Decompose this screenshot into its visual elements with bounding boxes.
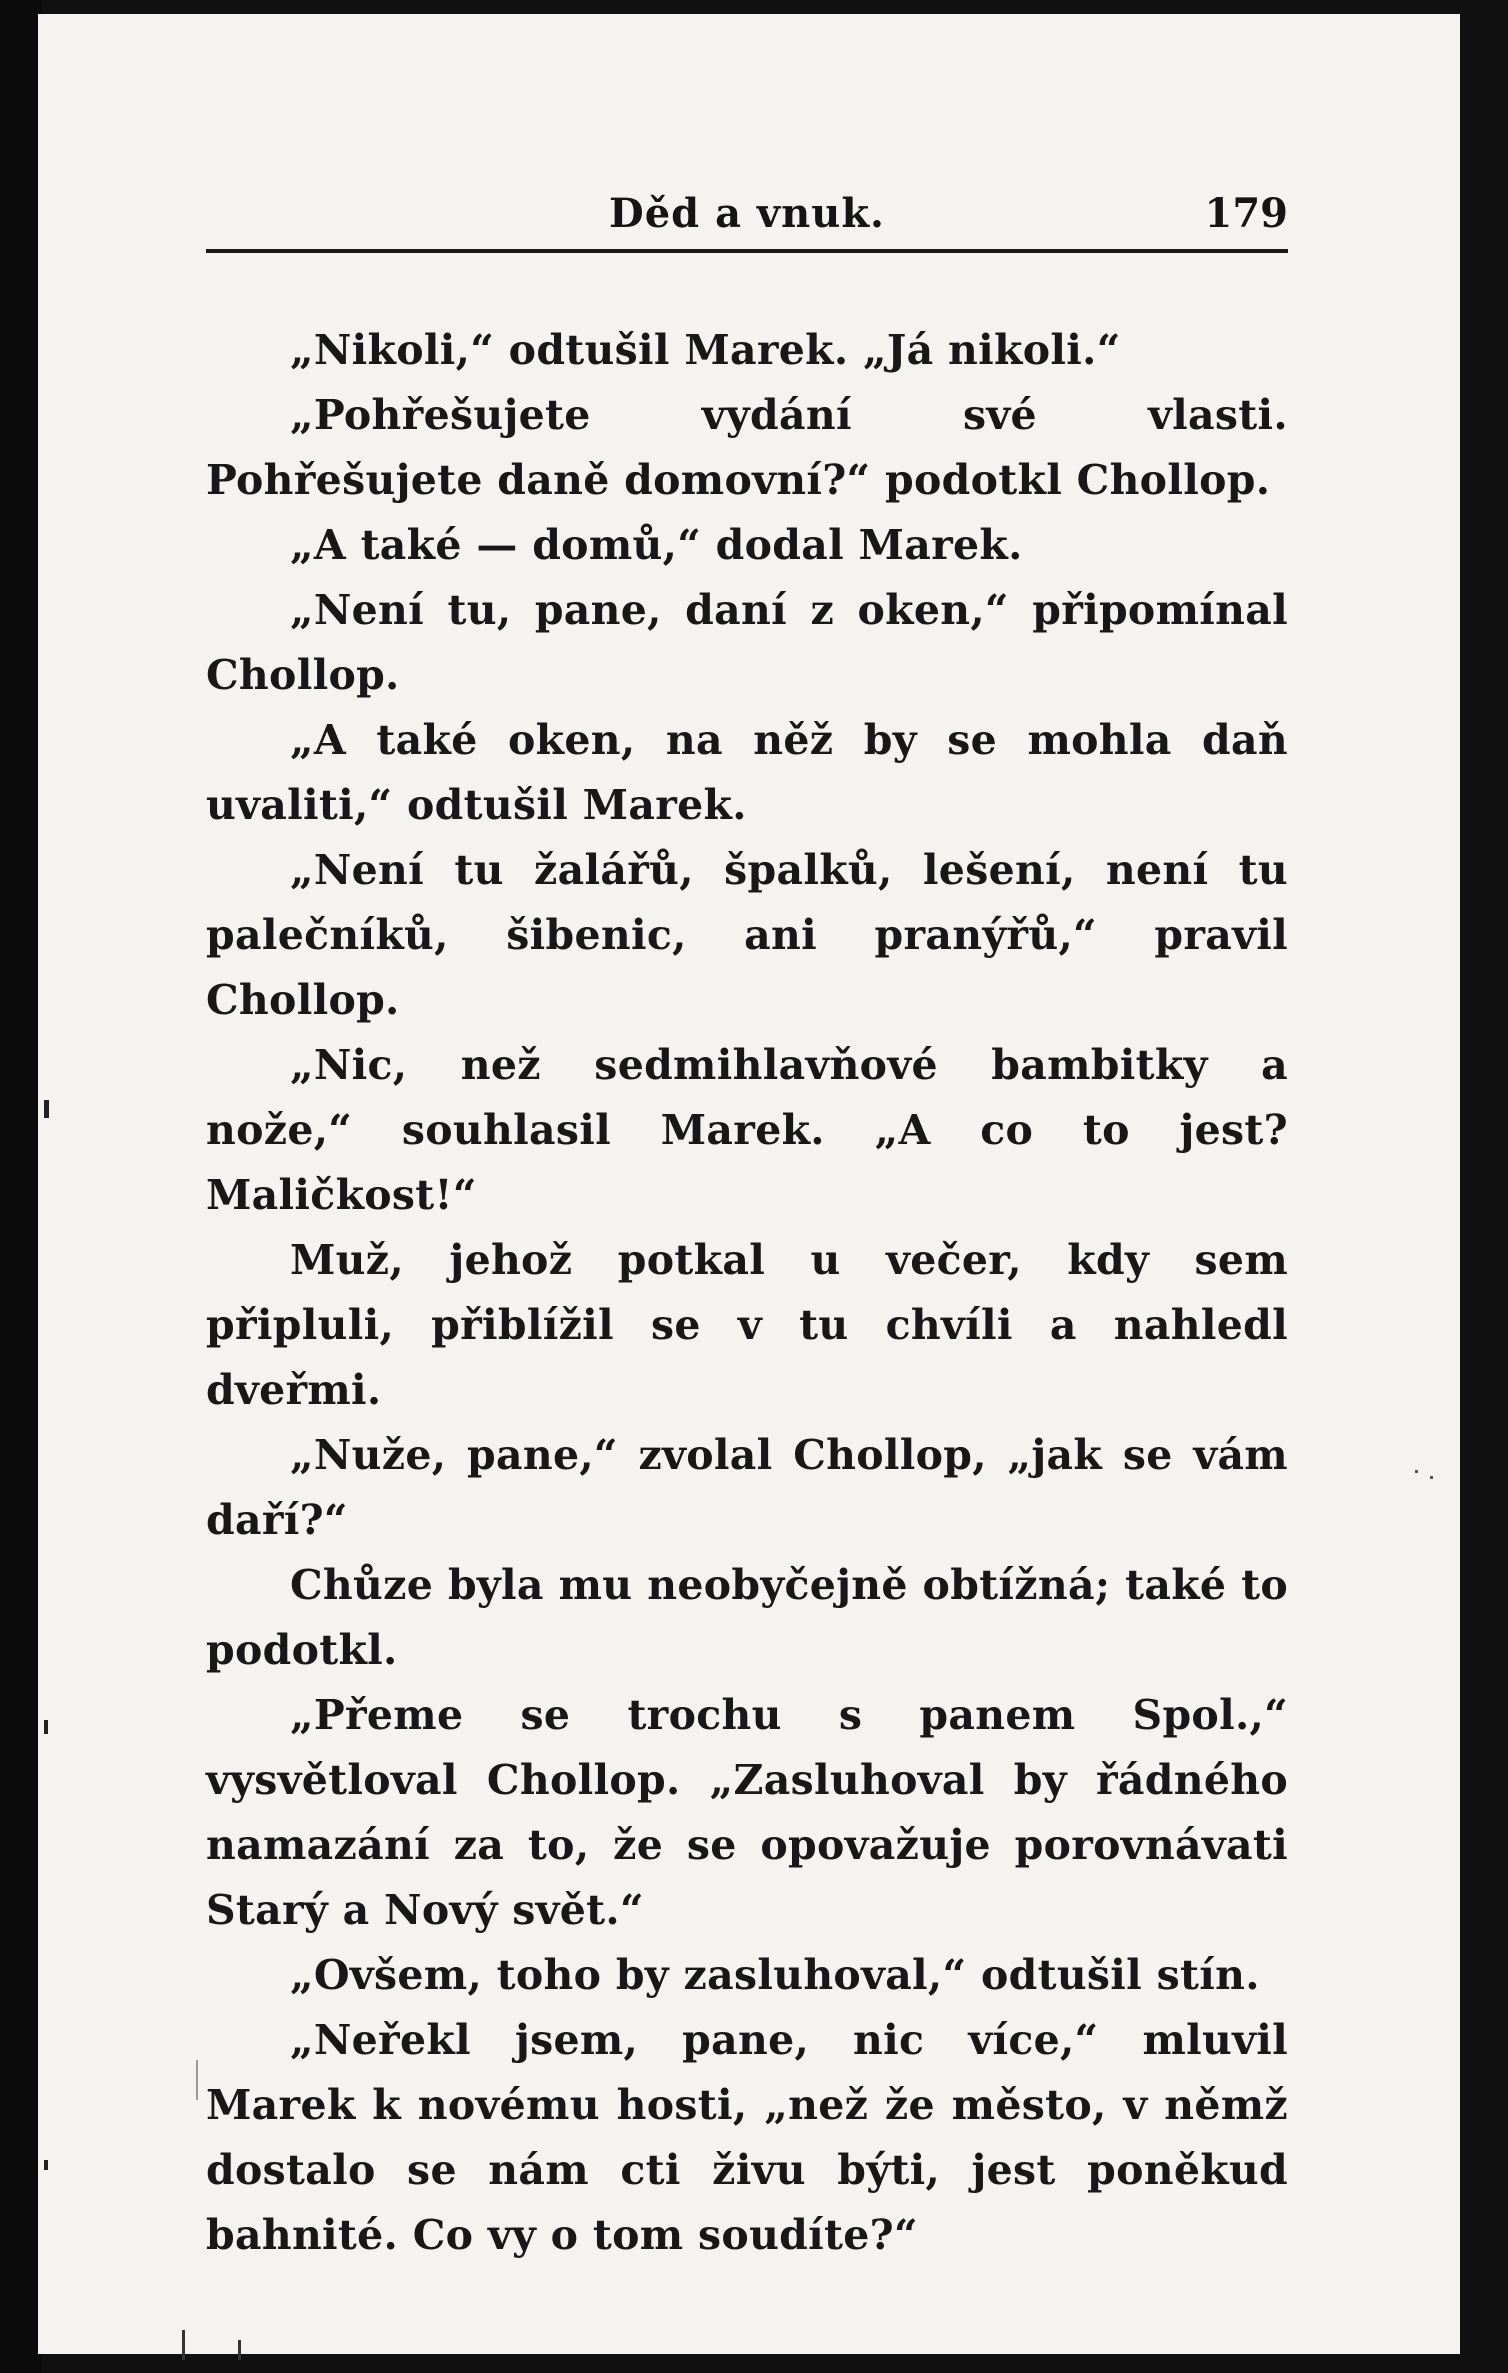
book-page <box>38 14 1460 2354</box>
running-title: Děd a vnuk. <box>609 190 885 237</box>
paragraph: „Nic, než sedmihlavňové bambitky a nože,“ souhlasil Marek. „A co to jest? Maličkost!“ <box>206 1041 1288 1219</box>
paragraph: „A také oken, na něž by se mohla daň uvaliti,“ odtušil Marek. <box>206 716 1288 829</box>
paragraph: „Přeme se trochu s panem Spol.,“ vysvětloval Chollop. „Zasluhoval by řádného namazání za to, že se opovažuje porovnávati Starý a Nový svět.“ <box>206 1691 1288 1934</box>
paragraph: „Neřekl jsem, pane, nic více,“ mluvil Marek k novému hosti, „než že město, v němž dostalo se nám cti živu býti, jest poněkud bahnité. Co vy o tom soudíte?“ <box>206 2016 1288 2259</box>
page-number: 179 <box>1204 190 1288 237</box>
body-text <box>206 318 1288 2268</box>
paragraph: „Pohřešujete vydání své vlasti. Pohřešujete daně domovní?“ podotkl Chollop. <box>206 391 1288 504</box>
page-header <box>206 182 1288 237</box>
paragraph: Muž, jehož potkal u večer, kdy sem připluli, přiblížil se v tu chvíli a nahledl dveřmi. <box>206 1236 1288 1414</box>
paragraph: „Nikoli,“ odtušil Marek. „Já nikoli.“ <box>290 326 1121 374</box>
book-binding-shadow <box>0 0 42 2373</box>
paragraph: „Není tu žalářů, špalků, lešení, není tu palečníků, šibenic, ani pranýřů,“ pravil Chollop. <box>206 846 1288 1024</box>
paragraph: Chůze byla mu neobyčejně obtížná; také to podotkl. <box>206 1561 1288 1674</box>
header-rule <box>206 249 1288 253</box>
paragraph: „A také — domů,“ dodal Marek. <box>290 521 1023 569</box>
paragraph: „Ovšem, toho by zasluhoval,“ odtušil stín. <box>290 1951 1260 1999</box>
paragraph: „Není tu, pane, daní z oken,“ připomínal Chollop. <box>206 586 1288 699</box>
paragraph: „Nuže, pane,“ zvolal Chollop, „jak se vám daří?“ <box>206 1431 1288 1544</box>
